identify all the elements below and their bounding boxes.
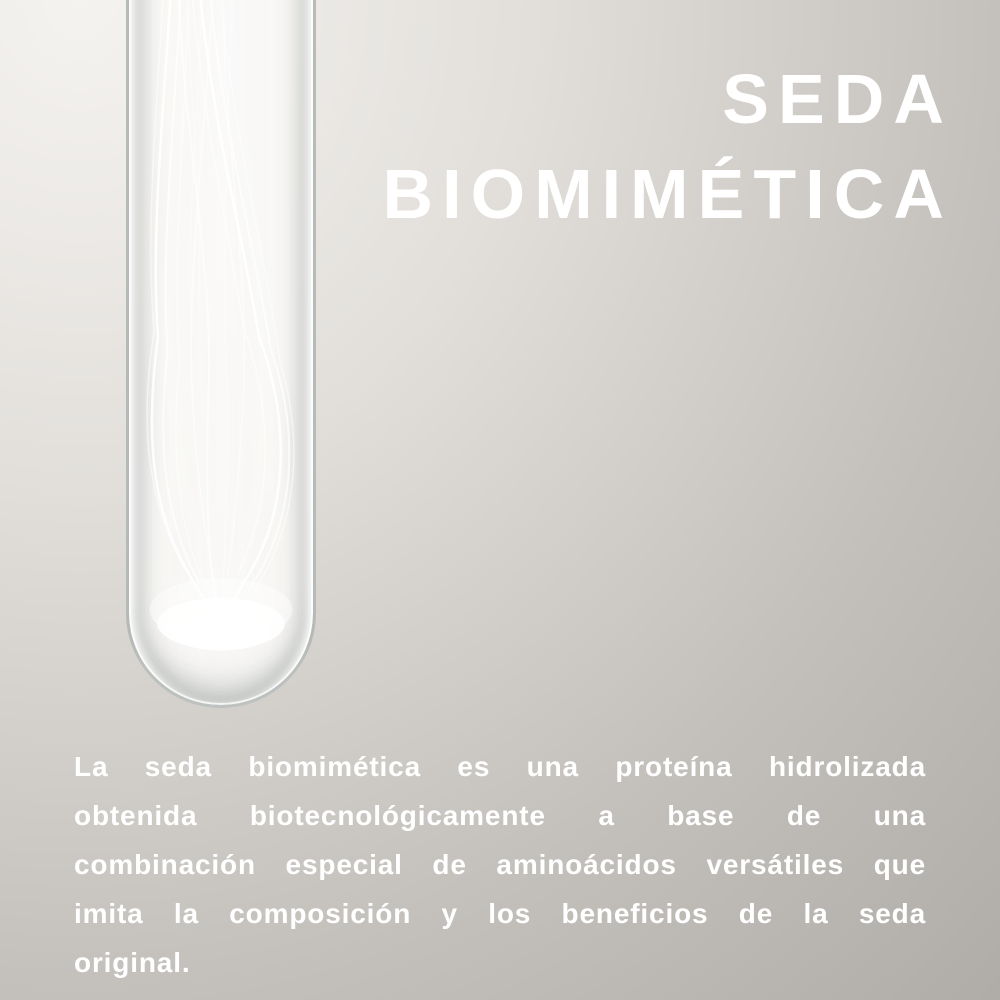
- test-tube-illustration: [126, 0, 316, 708]
- description-text: La seda biomimética es una proteína hidrolizada obtenida biotecnológicamente a base de una combinación especial de aminoácidos versátiles que imita la composición y los beneficios de la seda original.: [74, 751, 926, 978]
- title-line-2: BIOMIMÉTICA: [382, 155, 954, 233]
- title-line-1: SEDA: [722, 60, 954, 138]
- silk-fibers-illustration: [129, 0, 313, 705]
- page-title: [382, 52, 953, 242]
